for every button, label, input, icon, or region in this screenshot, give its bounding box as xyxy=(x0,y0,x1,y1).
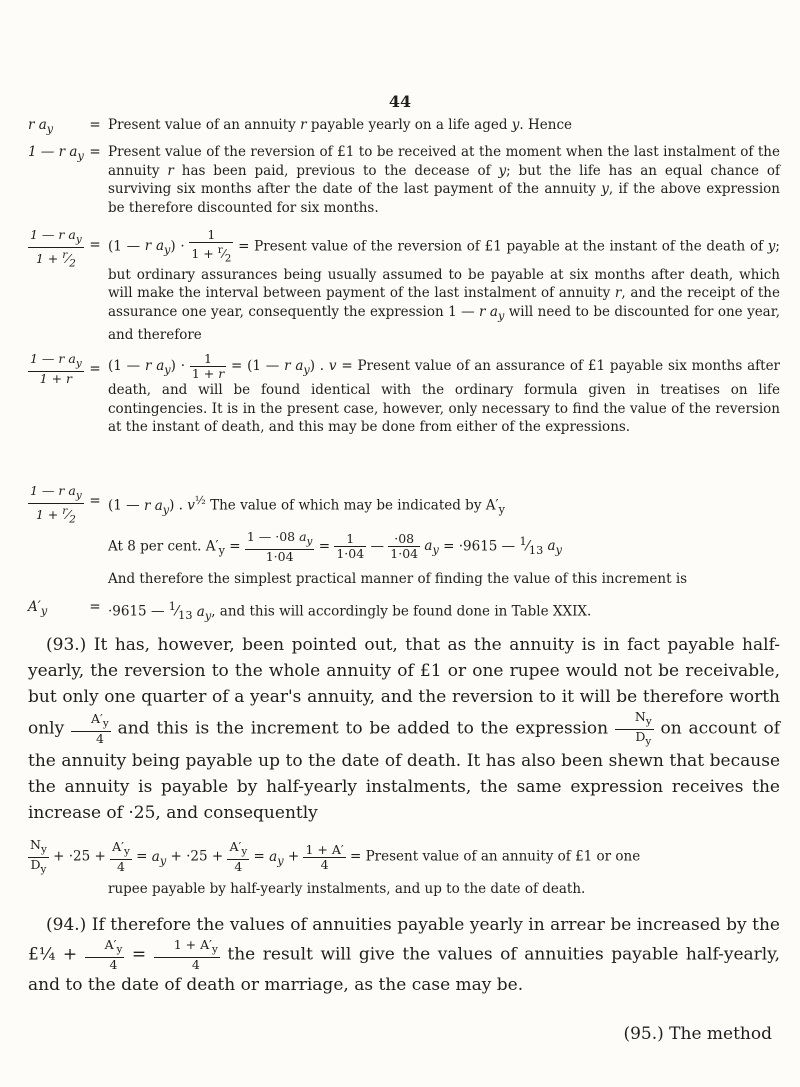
definition-row: $\frac{1 — r a_y}{1 + ^r⁄_2}$ = (1 — r $a_y$) . $v^{\frac{1}{2}}$ The value of which may be indicated by $A'_y$ xyxy=(28,484,780,524)
definition-row: r $a_y$ = Present value of an annuity r payable yearly on a life aged y. Hence xyxy=(28,116,780,136)
definition-label: 1 — r $a_y$ xyxy=(28,144,84,163)
simplest-text: And therefore the simplest practical manner of finding the value of this increment is xyxy=(108,571,688,587)
definition-row: 1 — r $a_y$ = Present value of the reversion of £1 to be received at the moment when the last instalment of the annuity r has been paid, previous to the decease of y; but the life has an equal chance of surviving six months after the date of the last payment of the annuity y, if the above expression be therefore discounted for six months. xyxy=(28,144,781,216)
definition-text: (1 — r $a_y$) · $\frac{1}{1 + r}$ = (1 — r $a_y$) . v = Present value of an assurance of £1 payable six months after death, and will be found identical with the ordinary formula given in treatises on life contingencies. It is in the present case, however, only necessary to find the value of the reversion at the instant of death, and this may be done from either of the expressions. xyxy=(108,351,781,435)
definition-row: $\frac{1 — r a_y}{1 + r}$ = (1 — r $a_y$) · $\frac{1}{1 + r}$ = (1 — r $a_y$) . v = Present value of an assurance of £1 payable six months after death, and will be found identical with the ordinary formula given in treatises on life contingencies. It is in the present case, however, only necessary to find the value of the reversion at the instant of death, and this may be done from either of the expressions. xyxy=(30,351,781,435)
result-row: $A'_y$ = ·9615 — $^1⁄_{13}$ $a_y$, and this will accordingly be found done in Table XXIX. xyxy=(28,599,592,623)
definition-label: $\frac{1 — r a_y}{1 + r}$ xyxy=(30,351,82,386)
eight-percent-formula: At 8 per cent. $A'_y$ = $\frac{1 — \cdot 08 a_y}{1\cdot 04}$ = $\frac{1}{1\cdot 04}$ — $\frac{\cdot 08}{1\cdot 04}$ $a_y = \cdot 9615$ — $^1⁄_{13}$ $a_y$ xyxy=(108,529,562,564)
definition-text: Present value of an annuity r payable yearly on a life aged y. Hence xyxy=(108,117,573,133)
definition-text: (1 — r $a_y$) . $v^{\frac{1}{2}}$ The value of which may be indicated by $A'_y$ xyxy=(108,494,505,517)
definition-text: (1 — r $a_y$) · $\frac{1}{1 + ^r⁄_2}$ = Present value of the reversion of £1 payable at the instant of the death of y; but ordinary assurances being usually assumed to be payable at six months after death, which will make the interval between payment of the last instalment of annuity r, and the receipt of the assurance one year, consequently the expression 1 — r $a_y$ will need to be discounted for one year, and therefore xyxy=(108,227,780,343)
catchword: (95.) The method xyxy=(623,1024,772,1044)
paragraph-94: (94.) If therefore the values of annuities payable yearly in arrear be increased by the £¼ + $\frac{A'_y}{4}$ = $\frac{1 + A'_y}{4}$ the result will give the values of annuities payable half-yearly, and to the date of death or marriage, as the case may be. xyxy=(28,915,780,995)
definition-text: Present value of the reversion of £1 to be received at the moment when the last instalment of the annuity r has been paid, previous to the decease of y; but the life has an equal chance of surviving six months after the date of the last payment of the annuity y, if the above expression be therefore discounted for six months. xyxy=(108,144,781,216)
page-number: 44 xyxy=(388,92,412,111)
definition-label: $\frac{1 — r a_y}{1 + ^r⁄_2}$ xyxy=(30,483,82,526)
definition-label: $\frac{1 — r a_y}{1 + ^r⁄_2}$ xyxy=(30,227,82,270)
paragraph-93: (93.) It has, however, been pointed out, that as the annuity is in fact payable half-yearly, the reversion to the whole annuity of £1 or one rupee would not be receivable, but only one quarter of a year's annuity, and the reversion to it will be therefore worth only $\frac{A'_y}{4}$ and this is the increment to be added to the expression $\frac{N_y}{D_y}$ on account of the annuity being payable up to the date of death. It has also been shewn that because the annuity is payable by half-yearly instalments, the same expression receives the increase of ·25, and consequently xyxy=(28,635,780,823)
equation-93-continued: rupee payable by half-yearly instalments, and up to the date of death. xyxy=(108,881,586,897)
definition-label: r $a_y$ xyxy=(28,117,54,136)
equation-93: $\frac{N_y}{D_y}$ + ·25 + $\frac{A'_y}{4}$ = $a_y + \cdot 25$ + $\frac{A'_y}{4}$ = $a_y$ + $\frac{1 + A'}{4}$ = Present value of an annuity of £1 or one xyxy=(30,837,641,875)
definition-row: $\frac{1 — r a_y}{1 + ^r⁄_2}$ = (1 — r $a_y$) · $\frac{1}{1 + ^r⁄_2}$ = Present value of the reversion of £1 payable at the instant of the death of y; but ordinary assurances being usually assumed to be payable at six months after death, which will make the interval between payment of the last instalment of annuity r, and the receipt of the assurance one year, consequently the expression 1 — r $a_y$ will need to be discounted for one year, and therefore xyxy=(30,227,780,343)
